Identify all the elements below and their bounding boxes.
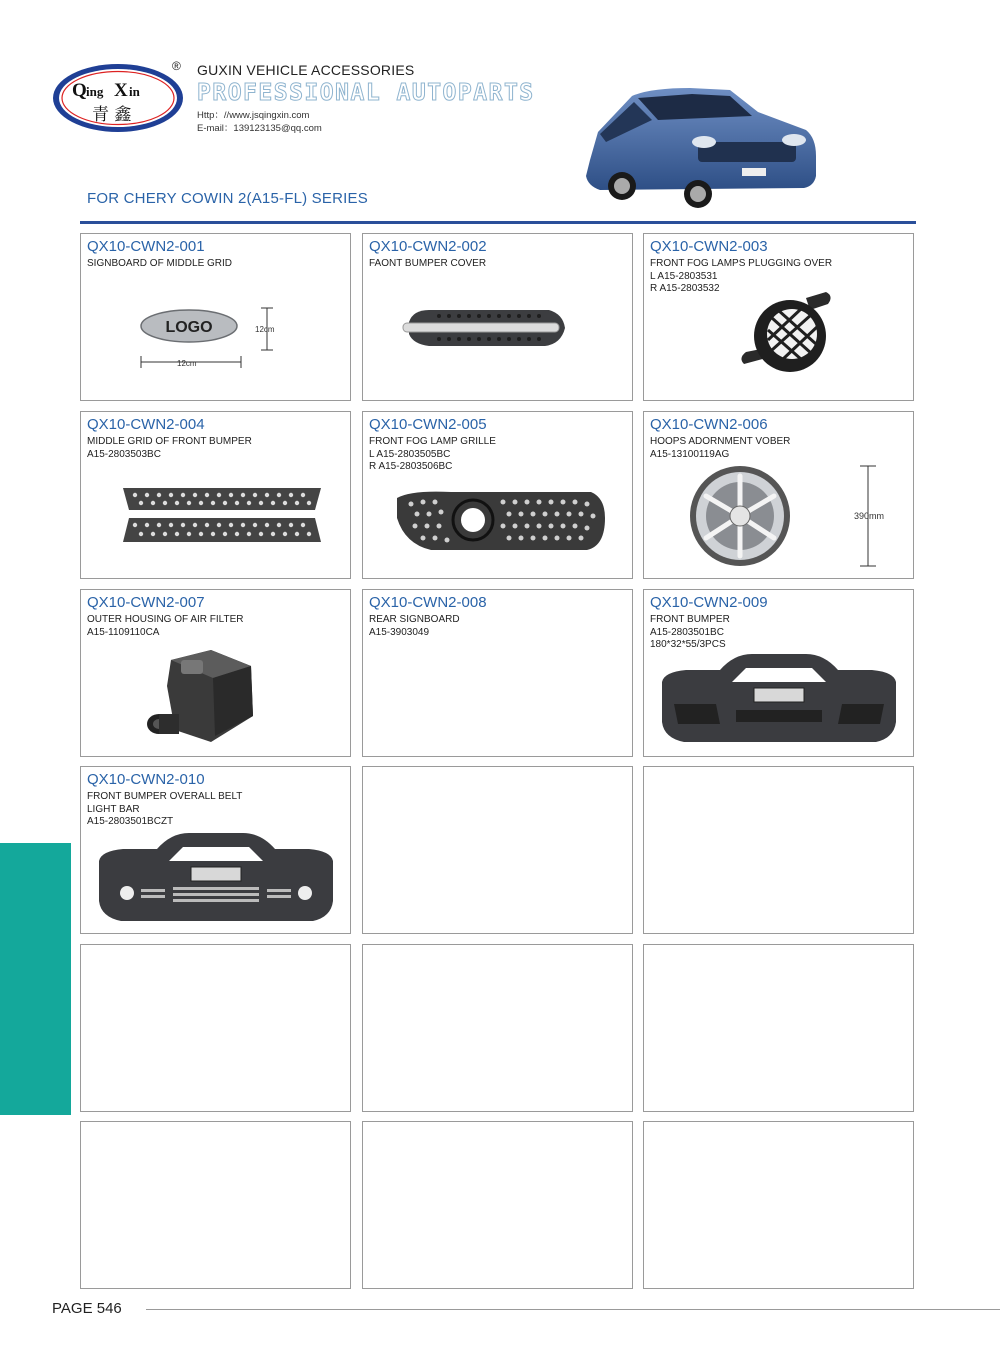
product-description: FRONT BUMPER A15-2803501BC 180*32*55/3PCS <box>650 614 730 650</box>
product-description: FAONT BUMPER COVER <box>369 258 487 269</box>
contact-info <box>197 109 535 135</box>
product-card <box>362 411 633 579</box>
side-color-tab <box>0 843 71 1115</box>
series-title: FOR CHERY COWIN 2(A15-FL) SERIES <box>87 190 368 207</box>
product-card <box>643 411 914 579</box>
car-image <box>580 82 820 210</box>
title-divider <box>80 221 916 224</box>
bumper-lightbar-image <box>93 831 339 927</box>
product-card <box>80 766 351 934</box>
product-description: REAR SIGNBOARD A15-3903049 <box>369 614 460 638</box>
dimension-height: 12cm <box>255 325 275 334</box>
air-filter-image <box>141 646 261 746</box>
svg-text:X: X <box>114 80 128 101</box>
product-code: QX10-CWN2-003 <box>650 238 768 255</box>
product-description: SIGNBOARD OF MIDDLE GRID <box>87 258 233 269</box>
product-description: FRONT FOG LAMP GRILLE L A15-2803505BC R A15-2803506BC <box>369 436 496 472</box>
empty-card <box>80 1121 351 1289</box>
product-code: QX10-CWN2-005 <box>369 416 487 433</box>
empty-card <box>362 944 633 1112</box>
middle-grid-image <box>117 484 327 548</box>
product-code: QX10-CWN2-001 <box>87 238 205 255</box>
product-card <box>643 233 914 401</box>
product-description: MIDDLE GRID OF FRONT BUMPER A15-2803503BC <box>87 436 252 460</box>
product-card <box>80 589 351 757</box>
product-card <box>643 589 914 757</box>
page-number: PAGE 546 <box>52 1300 122 1317</box>
product-description: FRONT BUMPER OVERALL BELT LIGHT BAR A15-2803501BCZT <box>87 791 243 827</box>
product-code: QX10-CWN2-007 <box>87 594 205 611</box>
empty-card <box>643 1121 914 1289</box>
fog-lamp-cover-image <box>736 288 836 378</box>
website: Http：//www.jsqingxin.com <box>197 110 310 121</box>
product-description: FRONT FOG LAMPS PLUGGING OVER L A15-2803531 R A15-2803532 <box>650 258 833 294</box>
wheel-cover-image <box>678 462 898 574</box>
product-description: HOOPS ADORNMENT VOBER A15-13100119AG <box>650 436 791 460</box>
product-code: QX10-CWN2-006 <box>650 416 768 433</box>
empty-card <box>643 944 914 1112</box>
company-name: GUXIN VEHICLE ACCESSORIES <box>197 62 415 78</box>
product-card <box>362 589 633 757</box>
badge-text: LOGO <box>165 319 213 336</box>
logo-badge-image <box>137 304 287 374</box>
svg-text:ing: ing <box>86 84 104 99</box>
dimension-diameter: 390mm <box>854 511 885 521</box>
dimension-width: 12cm <box>177 359 197 368</box>
product-description: OUTER HOUSING OF AIR FILTER A15-1109110CA <box>87 614 244 638</box>
product-card <box>80 233 351 401</box>
product-code: QX10-CWN2-010 <box>87 771 205 788</box>
empty-card <box>643 766 914 934</box>
product-code: QX10-CWN2-002 <box>369 238 487 255</box>
qingxin-logo <box>52 63 188 133</box>
front-bumper-image <box>656 652 902 752</box>
slogan: PROFESSIONAL AUTOPARTS <box>197 80 535 106</box>
product-code: QX10-CWN2-009 <box>650 594 768 611</box>
bumper-cover-image <box>399 304 569 354</box>
footer-divider <box>146 1309 1000 1310</box>
empty-card <box>362 766 633 934</box>
product-card <box>80 411 351 579</box>
email: E-mail：139123135@qq.com <box>197 123 322 134</box>
svg-text:in: in <box>129 84 140 99</box>
fog-lamp-grille-image <box>391 488 611 554</box>
svg-text:青 鑫: 青 鑫 <box>92 105 132 125</box>
empty-card <box>80 944 351 1112</box>
product-card <box>362 233 633 401</box>
empty-card <box>362 1121 633 1289</box>
svg-text:Q: Q <box>72 80 87 101</box>
brand-block <box>197 62 535 135</box>
registered-mark: ® <box>172 59 181 73</box>
product-code: QX10-CWN2-004 <box>87 416 205 433</box>
product-code: QX10-CWN2-008 <box>369 594 487 611</box>
